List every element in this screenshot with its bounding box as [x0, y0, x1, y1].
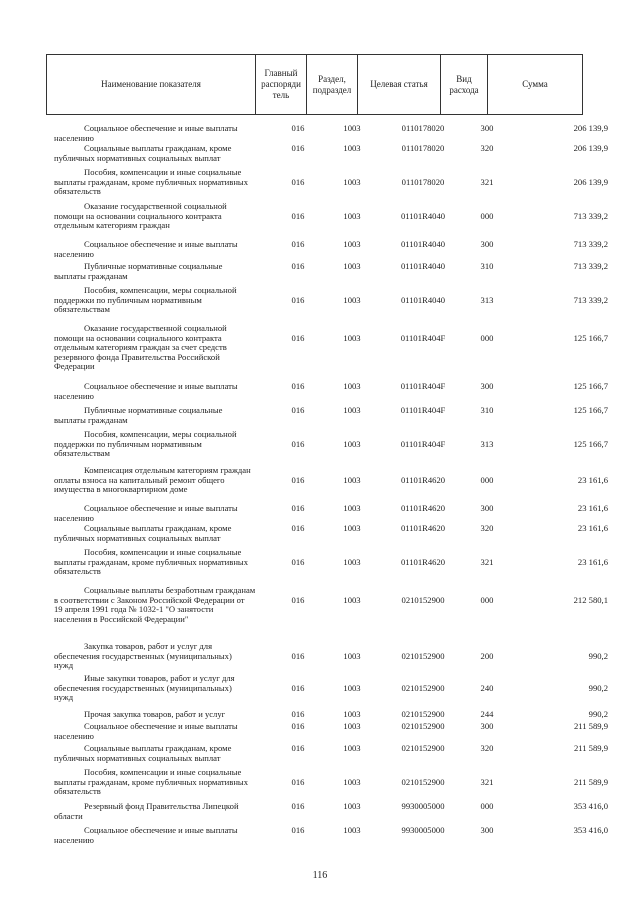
- row-kind: 320: [480, 143, 494, 153]
- row-sum: 353 416,0: [573, 825, 608, 835]
- row-name-line: населению: [54, 248, 94, 259]
- header-kind: Вид расхода: [441, 55, 488, 115]
- row-name-line: Пособия, компенсации, меры социальной: [84, 429, 237, 439]
- row-target: 01101R404F: [400, 439, 446, 449]
- row-name-line: Резервный фонд Правительства Липецкой: [84, 801, 239, 811]
- row-name: [54, 168, 260, 197]
- row-target: 0210152900: [401, 595, 445, 605]
- row-sum: 23 161,6: [577, 523, 608, 533]
- row-name-line: обязательствам: [54, 304, 110, 315]
- row-gr: 016: [291, 333, 305, 343]
- row-name: [54, 144, 260, 163]
- row-sum: 206 139,9: [573, 143, 608, 153]
- row-name-line: Социальное обеспечение и иные выплаты: [84, 825, 238, 835]
- row-name-line: обязательств: [54, 186, 101, 197]
- row-section: 1003: [343, 405, 361, 415]
- row-kind: 000: [480, 801, 494, 811]
- row-sum: 212 580,1: [573, 595, 608, 605]
- row-target: 0210152900: [401, 683, 445, 693]
- row-section: 1003: [343, 239, 361, 249]
- row-name-line: Пособия, компенсации и иные социальные: [84, 767, 242, 777]
- row-name: [54, 768, 260, 797]
- row-name-line: публичных нормативных социальных выплат: [54, 152, 221, 163]
- row-sum: 125 166,7: [573, 405, 608, 415]
- row-name: [54, 524, 260, 543]
- row-section: 1003: [343, 557, 361, 567]
- row-section: 1003: [343, 683, 361, 693]
- row-sum: 23 161,6: [577, 475, 608, 485]
- row-name-line: имущества в многоквартирном доме: [54, 484, 188, 495]
- row-section: 1003: [343, 777, 361, 787]
- row-section: 1003: [343, 295, 361, 305]
- row-gr: 016: [291, 239, 305, 249]
- header-sum: Сумма: [488, 55, 583, 115]
- row-gr: 016: [291, 651, 305, 661]
- row-name-line: населению: [54, 834, 94, 845]
- row-sum: 713 339,2: [573, 211, 608, 221]
- row-sum: 353 416,0: [573, 801, 608, 811]
- row-kind: 310: [480, 405, 494, 415]
- row-name-line: Социальные выплаты гражданам, кроме: [84, 523, 232, 533]
- row-target: 0210152900: [401, 651, 445, 661]
- row-kind: 313: [480, 295, 494, 305]
- row-name-line: отдельным категориям граждан за счет средств: [54, 342, 227, 353]
- row-name-line: 19 апреля 1991 года № 1032-1 "О занятости: [54, 604, 214, 615]
- row-gr: 016: [291, 261, 305, 271]
- row-name-line: населению: [54, 730, 94, 741]
- row-name: [54, 382, 260, 401]
- row-name-line: обязательствам: [54, 448, 110, 459]
- row-name: [54, 466, 260, 495]
- row-section: 1003: [343, 333, 361, 343]
- row-gr: 016: [291, 595, 305, 605]
- row-target: 0110178020: [401, 143, 445, 153]
- row-sum: 211 589,9: [573, 777, 608, 787]
- row-target: 01101R4040: [400, 239, 446, 249]
- header-name: Наименование показателя: [47, 55, 256, 115]
- row-kind: 300: [480, 123, 494, 133]
- row-section: 1003: [343, 801, 361, 811]
- row-gr: 016: [291, 523, 305, 533]
- row-name: [54, 324, 260, 372]
- row-name-line: помощи на основании социального контракта: [54, 332, 222, 343]
- row-name-line: публичных нормативных социальных выплат: [54, 532, 221, 543]
- row-name-line: Компенсация отдельным категориям граждан: [84, 465, 251, 475]
- row-kind: 200: [480, 651, 494, 661]
- row-section: 1003: [343, 595, 361, 605]
- row-sum: 990,2: [588, 651, 608, 661]
- row-name-line: Прочая закупка товаров, работ и услуг: [84, 709, 226, 719]
- row-kind: 000: [480, 475, 494, 485]
- row-gr: 016: [291, 405, 305, 415]
- row-section: 1003: [343, 721, 361, 731]
- row-kind: 300: [480, 503, 494, 513]
- row-name-line: Пособия, компенсации и иные социальные: [84, 167, 242, 177]
- row-name-line: Публичные нормативные социальные: [84, 261, 223, 271]
- row-target: 0210152900: [401, 777, 445, 787]
- row-gr: 016: [291, 801, 305, 811]
- row-target: 01101R404F: [400, 333, 446, 343]
- row-kind: 321: [480, 777, 494, 787]
- row-name-line: населения в Российской Федерации": [54, 613, 189, 624]
- row-target: 01101R4620: [400, 503, 446, 513]
- row-target: 0110178020: [401, 177, 445, 187]
- row-gr: 016: [291, 557, 305, 567]
- row-name-line: оплаты взноса на капитальный ремонт общего: [54, 474, 225, 485]
- row-section: 1003: [343, 475, 361, 485]
- row-name: [54, 826, 260, 845]
- row-section: 1003: [343, 261, 361, 271]
- row-name-line: Социальное обеспечение и иные выплаты: [84, 721, 238, 731]
- row-name: [54, 262, 260, 281]
- row-name-line: обязательств: [54, 566, 101, 577]
- row-name-line: выплаты гражданам, кроме публичных нормативных: [54, 776, 248, 787]
- row-target: 0110178020: [401, 123, 445, 133]
- row-name: [54, 286, 260, 315]
- row-name-line: Социальные выплаты гражданам, кроме: [84, 143, 232, 153]
- row-sum: 713 339,2: [573, 295, 608, 305]
- row-name: [54, 802, 260, 821]
- row-name-line: публичных нормативных социальных выплат: [54, 752, 221, 763]
- row-sum: 125 166,7: [573, 381, 608, 391]
- row-name-line: населению: [54, 512, 94, 523]
- row-target: 01101R4620: [400, 523, 446, 533]
- row-gr: 016: [291, 825, 305, 835]
- row-kind: 000: [480, 333, 494, 343]
- row-name-line: Пособия, компенсации, меры социальной: [84, 285, 237, 295]
- row-name-line: Социальные выплаты безработным гражданам: [84, 585, 256, 595]
- row-kind: 244: [480, 709, 494, 719]
- row-name: [54, 586, 260, 624]
- row-name-line: Публичные нормативные социальные: [84, 405, 223, 415]
- row-name-line: Социальные выплаты гражданам, кроме: [84, 743, 232, 753]
- row-name-line: Иные закупки товаров, работ и услуг для: [84, 673, 235, 683]
- row-sum: 211 589,9: [573, 743, 608, 753]
- row-section: 1003: [343, 709, 361, 719]
- row-section: 1003: [343, 523, 361, 533]
- row-kind: 300: [480, 825, 494, 835]
- row-kind: 321: [480, 557, 494, 567]
- table-header: [46, 54, 583, 115]
- row-kind: 313: [480, 439, 494, 449]
- row-gr: 016: [291, 381, 305, 391]
- row-section: 1003: [343, 503, 361, 513]
- row-sum: 206 139,9: [573, 177, 608, 187]
- row-gr: 016: [291, 177, 305, 187]
- row-section: 1003: [343, 177, 361, 187]
- row-section: 1003: [343, 439, 361, 449]
- row-sum: 23 161,6: [577, 557, 608, 567]
- row-gr: 016: [291, 211, 305, 221]
- header-target: Целевая статья: [358, 55, 441, 115]
- row-name: [54, 240, 260, 259]
- row-target: 01101R4040: [400, 211, 446, 221]
- row-name-line: Социальное обеспечение и иные выплаты: [84, 381, 238, 391]
- row-gr: 016: [291, 143, 305, 153]
- row-gr: 016: [291, 439, 305, 449]
- row-target: 01101R4620: [400, 475, 446, 485]
- row-target: 9930005000: [401, 825, 445, 835]
- row-name-line: Социальное обеспечение и иные выплаты: [84, 503, 238, 513]
- row-target: 01101R404F: [400, 381, 446, 391]
- row-name-line: населению: [54, 390, 94, 401]
- row-name-line: Оказание государственной социальной: [84, 323, 227, 333]
- row-section: 1003: [343, 825, 361, 835]
- row-name-line: выплаты гражданам, кроме публичных нормативных: [54, 556, 248, 567]
- row-name-line: обеспечения государственных (муниципальных): [54, 650, 232, 661]
- row-name-line: Пособия, компенсации и иные социальные: [84, 547, 242, 557]
- row-target: 01101R404F: [400, 405, 446, 415]
- row-section: 1003: [343, 143, 361, 153]
- row-target: 0210152900: [401, 721, 445, 731]
- row-target: 01101R4040: [400, 261, 446, 271]
- row-name-line: поддержки по публичным нормативным: [54, 294, 202, 305]
- header-section: Раздел, подраздел: [307, 55, 358, 115]
- row-kind: 000: [480, 595, 494, 605]
- row-gr: 016: [291, 709, 305, 719]
- row-name: [54, 124, 260, 143]
- row-target: 0210152900: [401, 743, 445, 753]
- row-gr: 016: [291, 777, 305, 787]
- row-section: 1003: [343, 381, 361, 391]
- row-sum: 990,2: [588, 709, 608, 719]
- row-name-line: обеспечения государственных (муниципальных): [54, 682, 232, 693]
- row-name-line: нужд: [54, 660, 74, 671]
- row-name-line: области: [54, 810, 83, 821]
- row-name-line: Федерации: [54, 361, 95, 372]
- row-gr: 016: [291, 683, 305, 693]
- row-name-line: Закупка товаров, работ и услуг для: [84, 641, 213, 651]
- row-name-line: отдельным категориям граждан: [54, 220, 170, 231]
- row-section: 1003: [343, 123, 361, 133]
- row-name-line: обязательств: [54, 786, 101, 797]
- row-section: 1003: [343, 651, 361, 661]
- row-gr: 016: [291, 721, 305, 731]
- row-name-line: населению: [54, 132, 94, 143]
- row-sum: 211 589,9: [573, 721, 608, 731]
- row-sum: 125 166,7: [573, 439, 608, 449]
- row-kind: 320: [480, 523, 494, 533]
- row-name-line: Социальное обеспечение и иные выплаты: [84, 239, 238, 249]
- row-section: 1003: [343, 211, 361, 221]
- row-name-line: выплаты гражданам, кроме публичных нормативных: [54, 176, 248, 187]
- row-name-line: Социальное обеспечение и иные выплаты: [84, 123, 238, 133]
- row-kind: 320: [480, 743, 494, 753]
- row-name-line: поддержки по публичным нормативным: [54, 438, 202, 449]
- row-name-line: Оказание государственной социальной: [84, 201, 227, 211]
- row-name: [54, 430, 260, 459]
- row-kind: 300: [480, 381, 494, 391]
- row-sum: 990,2: [588, 683, 608, 693]
- row-gr: 016: [291, 503, 305, 513]
- row-name: [54, 642, 260, 671]
- row-target: 0210152900: [401, 709, 445, 719]
- row-name-line: выплаты гражданам: [54, 414, 128, 425]
- row-kind: 300: [480, 239, 494, 249]
- row-gr: 016: [291, 743, 305, 753]
- row-kind: 240: [480, 683, 494, 693]
- row-kind: 300: [480, 721, 494, 731]
- row-name: [54, 504, 260, 523]
- row-name-line: в соответствии с Законом Российской Федерации от: [54, 594, 245, 605]
- row-name-line: нужд: [54, 692, 74, 703]
- row-gr: 016: [291, 475, 305, 485]
- row-name: [54, 406, 260, 425]
- row-sum: 713 339,2: [573, 239, 608, 249]
- row-kind: 000: [480, 211, 494, 221]
- row-name: [54, 744, 260, 763]
- row-section: 1003: [343, 743, 361, 753]
- row-name-line: выплаты гражданам: [54, 270, 128, 281]
- row-target: 9930005000: [401, 801, 445, 811]
- page-number: 116: [312, 870, 328, 881]
- row-kind: 310: [480, 261, 494, 271]
- row-gr: 016: [291, 123, 305, 133]
- row-sum: 713 339,2: [573, 261, 608, 271]
- row-sum: 125 166,7: [573, 333, 608, 343]
- row-target: 01101R4620: [400, 557, 446, 567]
- row-name: [54, 710, 260, 720]
- row-sum: 206 139,9: [573, 123, 608, 133]
- row-gr: 016: [291, 295, 305, 305]
- row-sum: 23 161,6: [577, 503, 608, 513]
- row-name: [54, 548, 260, 577]
- row-name-line: помощи на основании социального контракта: [54, 210, 222, 221]
- row-target: 01101R4040: [400, 295, 446, 305]
- row-name: [54, 202, 260, 231]
- row-name: [54, 722, 260, 741]
- row-name-line: резервного фонда Правительства Российской: [54, 351, 220, 362]
- row-name: [54, 674, 260, 703]
- row-kind: 321: [480, 177, 494, 187]
- header-gr: Главный распоряди тель: [256, 55, 307, 115]
